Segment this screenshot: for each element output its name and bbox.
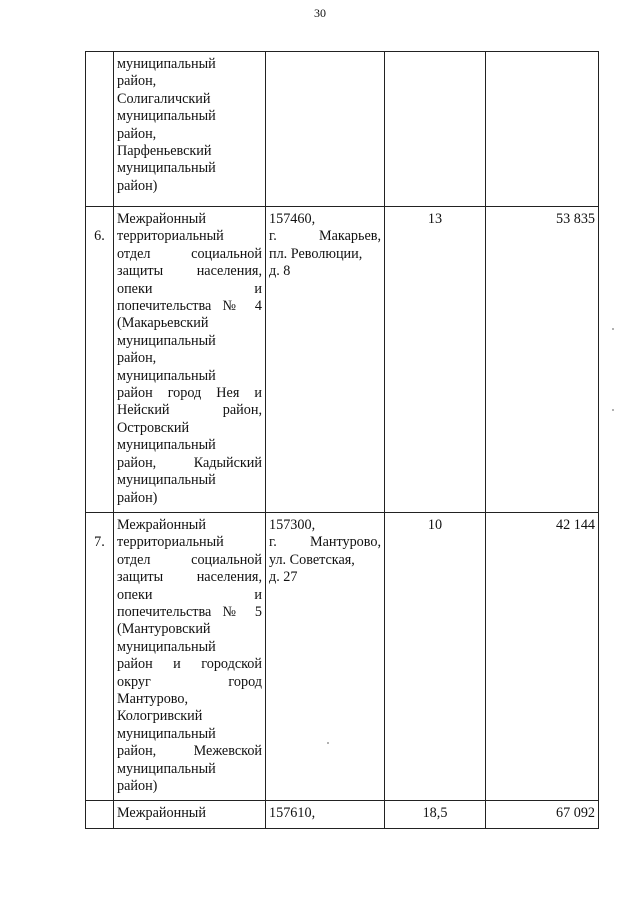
address-cell [266,801,385,828]
department-name-cell [114,512,266,801]
count-cell: 18,5 [385,801,486,828]
cell-text-line: г. Мантурово, [269,534,381,551]
cell-text-line: отдел социальной [117,551,262,568]
sum-cell: 67 092 [486,801,599,828]
address-cell [266,512,385,801]
cell-text-line: опеки и [117,280,262,297]
cell-text-line: защиты населения, [117,263,262,280]
cell-text-line: Солигаличский [117,90,211,107]
cell-text-line: район, [117,73,157,90]
cell-text-line: Межрайонный [117,211,206,227]
table-row [86,512,599,801]
count-cell [385,52,486,207]
cell-text-line: муниципальный [117,367,216,384]
table-row [86,801,599,828]
cell-text-line: район и городской [117,656,262,673]
cell-text-line: район, Кадыйский [117,454,262,471]
department-name-cell [114,801,266,828]
table-row [86,207,599,513]
cell-text-line: муниципальный [117,725,216,742]
cell-text-line: (Мантуровский [117,621,211,638]
cell-text-line: район, Межевской [117,743,262,760]
cell-text-line: ул. Советская, [269,551,355,568]
cell-text-line: район, [117,350,157,367]
departments-table [85,51,599,829]
count-cell: 10 [385,512,486,801]
sum-cell: 53 835 [486,207,599,513]
table-body [86,52,599,829]
cell-text-line: Межрайонный [117,805,206,822]
cell-text-line: 157460, [269,211,316,227]
cell-text-line: д. 8 [269,263,291,280]
cell-text-line: район) [117,489,158,506]
address-cell [266,207,385,513]
scan-speck [612,328,614,330]
cell-text-line: муниципальный [117,332,216,349]
cell-text-line: д. 27 [269,569,298,586]
cell-text-line: район) [117,177,158,194]
cell-text-line: Мантурово, [117,690,189,707]
cell-text-line: защиты населения, [117,569,262,586]
address-cell [266,52,385,207]
cell-text-line: муниципальный [117,108,216,125]
row-number-cell [86,801,114,828]
cell-text-line: муниципальный [117,760,216,777]
cell-text-line: муниципальный [117,472,216,489]
cell-text-line: отдел социальной [117,245,262,262]
cell-text-line: Кологривский [117,708,203,725]
cell-text-line: Межрайонный [117,516,206,533]
cell-text-line: опеки и [117,586,262,603]
sum-cell [486,52,599,207]
cell-text-line: территориальный [117,228,224,245]
scan-speck [612,409,614,411]
page-number: 30 [314,6,326,20]
row-number: 6. [94,228,105,244]
cell-text-line: Нейский район, [117,402,262,419]
row-number-cell [86,512,114,801]
cell-text-line: попечительства № 5 [117,603,262,620]
cell-text-line: муниципальный [117,638,216,655]
cell-text-line: (Макарьевский [117,315,209,332]
cell-text-line: округ город [117,673,262,690]
sum-cell: 42 144 [486,512,599,801]
row-number-cell [86,52,114,207]
cell-text-line: 157610, [269,805,316,822]
cell-text-line: район, [117,125,157,142]
row-number-cell [86,207,114,513]
cell-text-line: район) [117,778,158,794]
department-name-cell [114,52,266,207]
count-cell: 13 [385,207,486,513]
cell-text-line: попечительства № 4 [117,298,262,315]
row-number: 7. [94,533,105,550]
cell-text-line: Островский [117,419,190,436]
department-name-cell [114,207,266,513]
cell-text-line: муниципальный [117,160,216,177]
cell-text-line: 157300, [269,516,316,533]
cell-text-line: муниципальный [117,437,216,454]
cell-text-line: территориальный [117,534,224,551]
cell-text-line: муниципальный [117,56,216,72]
cell-text-line: район город Нея и [117,385,262,402]
table-row [86,52,599,207]
cell-text-line: Парфеньевский [117,143,212,160]
cell-text-line: г. Макарьев, [269,228,381,245]
cell-text-line: пл. Революции, [269,245,363,262]
scan-speck [327,742,329,744]
